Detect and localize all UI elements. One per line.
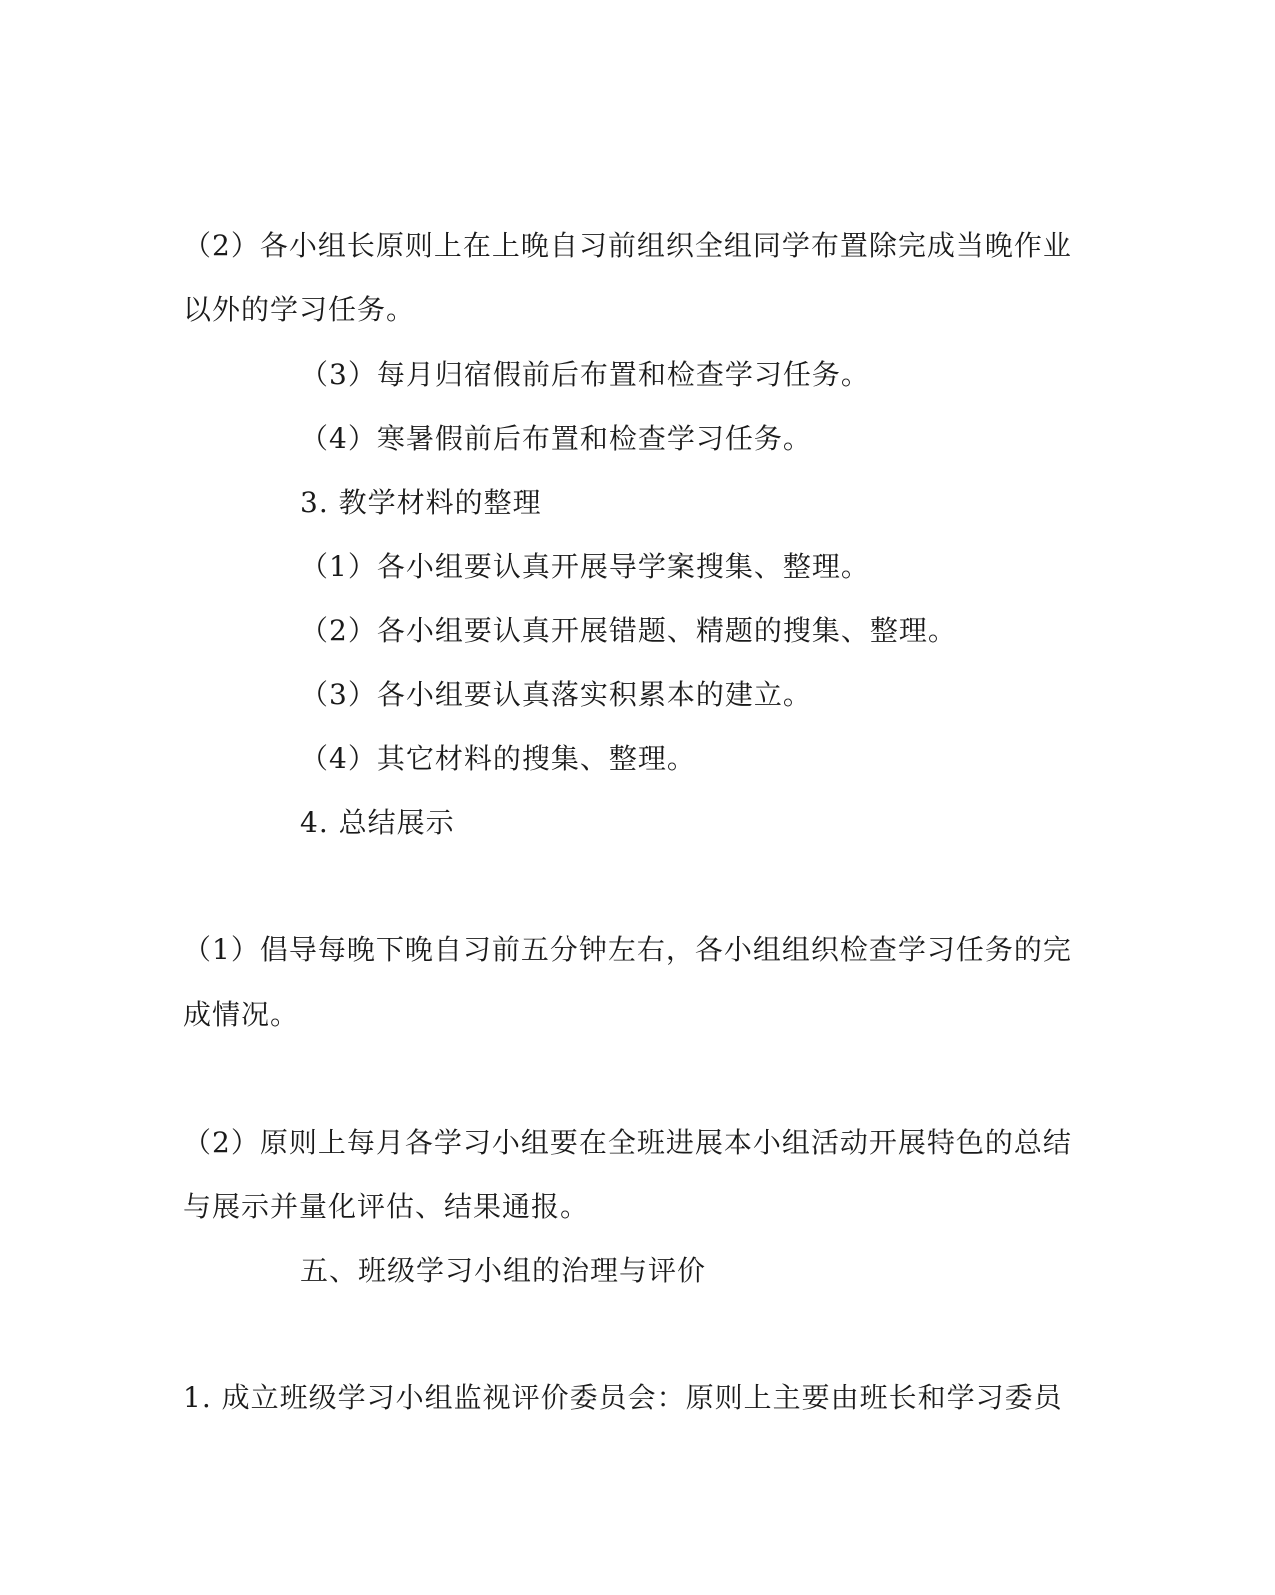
paragraph-line: 成情况。 — [183, 998, 300, 1031]
section-heading: 3. 教学材料的整理 — [300, 486, 542, 519]
paragraph-line: （1）倡导每晚下晚自习前五分钟左右，各小组组织检查学习任务的完 — [183, 933, 1072, 966]
section-heading: 4. 总结展示 — [300, 806, 455, 839]
paragraph-line: 与展示并量化评估、结果通报。 — [183, 1190, 590, 1223]
list-item: （3）各小组要认真落实积累本的建立。 — [300, 678, 812, 711]
section-heading: 五、班级学习小组的治理与评价 — [300, 1254, 707, 1287]
paragraph-line: （2）原则上每月各学习小组要在全班进展本小组活动开展特色的总结 — [183, 1126, 1072, 1159]
list-item: （3）每月归宿假前后布置和检查学习任务。 — [300, 358, 870, 391]
paragraph-line: （2）各小组长原则上在上晚自习前组织全组同学布置除完成当晚作业 — [183, 229, 1072, 262]
paragraph-line: 以外的学习任务。 — [183, 293, 416, 326]
list-item: （1）各小组要认真开展导学案搜集、整理。 — [300, 550, 870, 583]
paragraph-line: 1. 成立班级学习小组监视评价委员会：原则上主要由班长和学习委员 — [183, 1381, 1063, 1414]
list-item: （4）寒暑假前后布置和检查学习任务。 — [300, 422, 812, 455]
list-item: （2）各小组要认真开展错题、精题的搜集、整理。 — [300, 614, 957, 647]
list-item: （4）其它材料的搜集、整理。 — [300, 742, 696, 775]
